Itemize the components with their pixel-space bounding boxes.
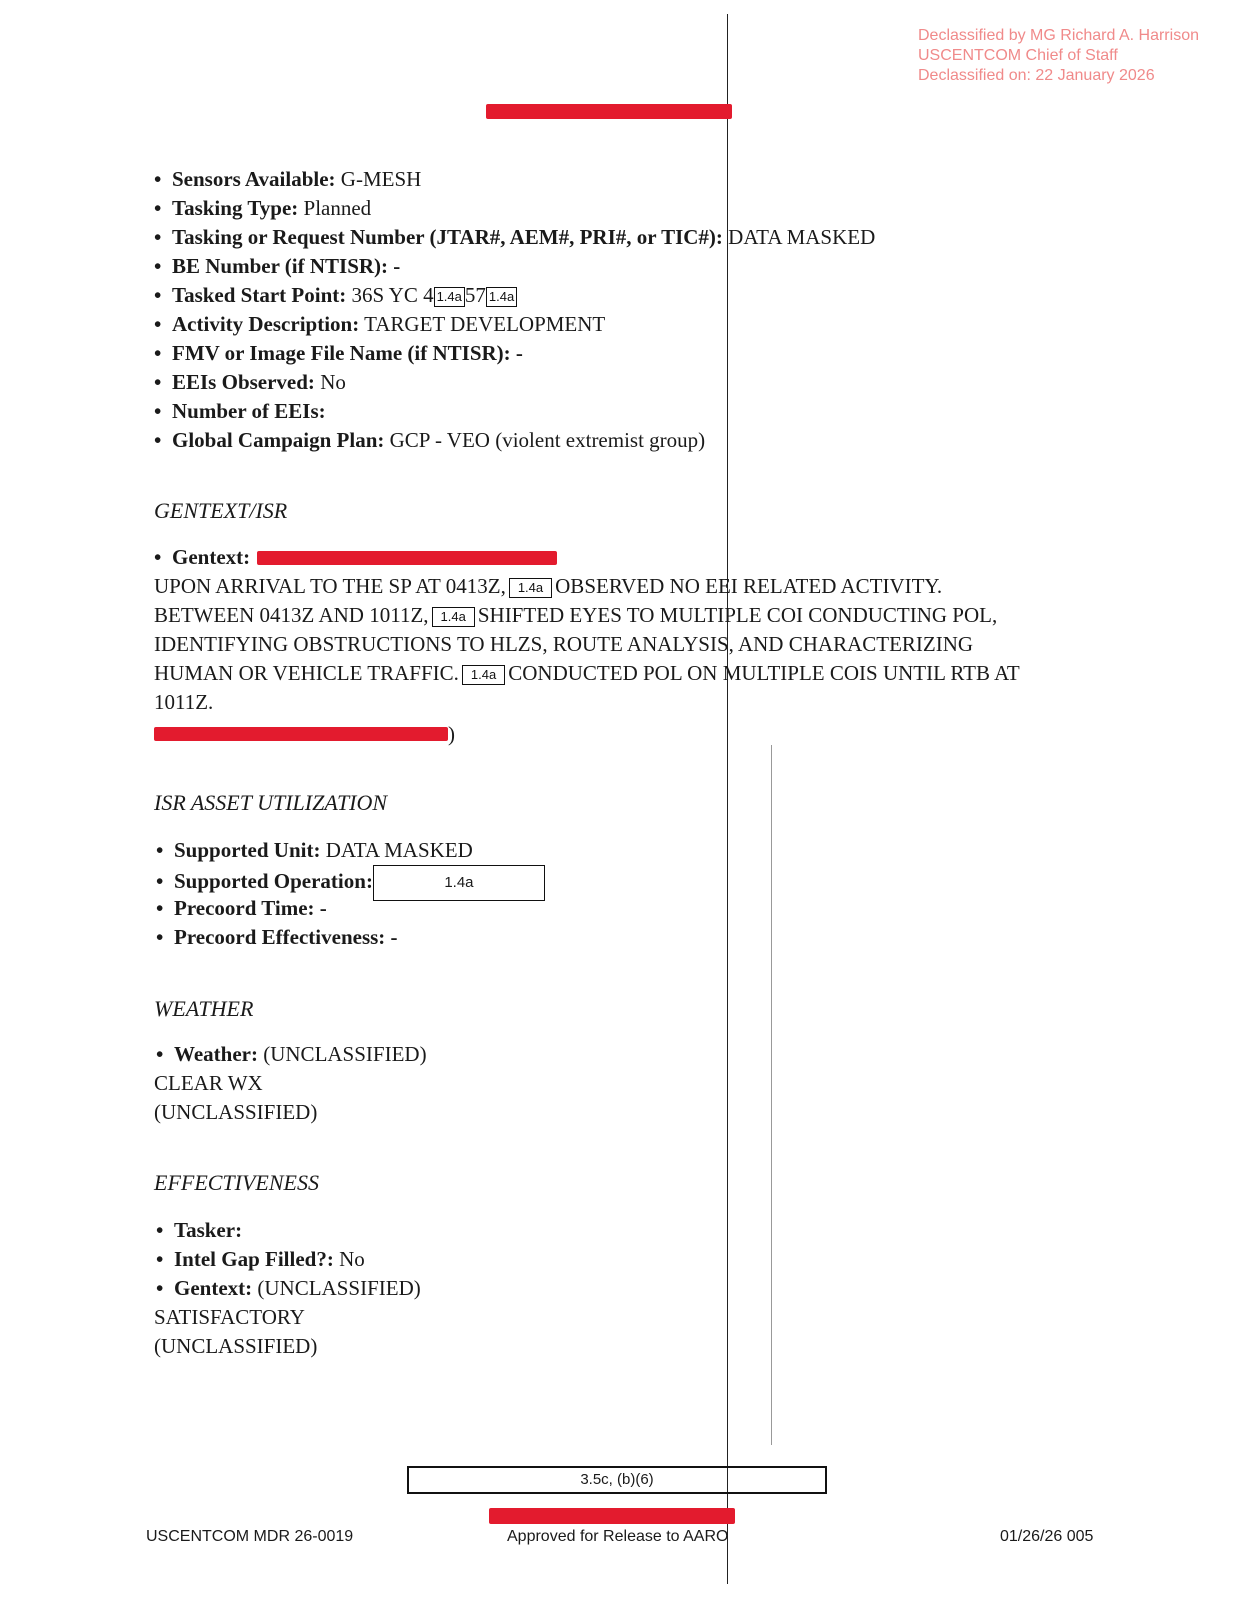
section-heading-effectiveness: EFFECTIVENESS — [154, 1170, 319, 1195]
list-item: • Tasking or Request Number (JTAR#, AEM#, PRI#, or TIC#): DATA MASKED — [154, 223, 875, 252]
stamp-line-2: USCENTCOM Chief of Staff — [918, 47, 1118, 64]
redaction-box-bottom: 3.5c, (b)(6) — [407, 1466, 827, 1494]
effectiveness-list — [156, 1216, 421, 1303]
redaction-bar — [154, 727, 448, 741]
gentext-list — [154, 543, 250, 572]
list-item: • Precoord Effectiveness: - — [156, 923, 545, 952]
weather-body: CLEAR WX (UNCLASSIFIED) — [154, 1071, 318, 1124]
list-item: • Precoord Time: - — [156, 894, 545, 923]
footer-right: 01/26/26 005 — [1000, 1528, 1094, 1545]
list-item: • Number of EEIs: — [154, 397, 875, 426]
footer-left: USCENTCOM MDR 26-0019 — [146, 1528, 354, 1545]
list-item: • Global Campaign Plan: GCP - VEO (violent extremist group) — [154, 426, 875, 455]
list-item: • Tasked Start Point: 36S YC 4 1.4a 57 1.4a — [154, 281, 875, 310]
stamp-line-3: Declassified on: 22 January 2026 — [918, 67, 1155, 84]
stamp-line-1: Declassified by MG Richard A. Harrison — [918, 27, 1199, 44]
closing-paren: ) — [448, 722, 455, 746]
gentext-body: UPON ARRIVAL TO THE SP AT 0413Z, 1.4a OBSERVED NO EEI RELATED ACTIVITY. BETWEEN 0413Z AND 1011Z, 1.4a SHIFTED EYES TO MULTIPLE COI CONDUCTING POL, IDENTIFYING OBSTRUCTIONS TO HLZS, ROUTE ANALYSIS, AND CHARACTERIZING HUMAN OR VEHICLE TRAFFIC. 1.4a CONDUCTED POL ON MULTIPLE COIS UNTIL RTB AT 1011Z. — [154, 574, 1020, 714]
list-item: • Gentext: (UNCLASSIFIED) — [156, 1274, 421, 1303]
weather-list — [156, 1040, 427, 1069]
detail-list — [154, 165, 875, 455]
redaction-tag: 1.4a — [486, 287, 517, 307]
list-item: • Tasking Type: Planned — [154, 194, 875, 223]
section-heading-gentext-isr: GENTEXT/ISR — [154, 498, 288, 523]
list-item: • Supported Unit: DATA MASKED — [156, 836, 545, 865]
redaction-box: 1.4a — [373, 865, 545, 901]
list-item: • Weather: (UNCLASSIFIED) — [156, 1040, 427, 1069]
redaction-tag: 1.4a — [432, 607, 475, 627]
list-item: • Supported Operation: 1.4a — [156, 865, 545, 894]
list-item: • Sensors Available: G-MESH — [154, 165, 875, 194]
isr-asset-list — [156, 836, 545, 952]
scan-line-faint — [771, 745, 772, 1445]
list-item: • Intel Gap Filled?: No — [156, 1245, 421, 1274]
redaction-tag: 1.4a — [509, 578, 552, 598]
redaction-tag: 1.4a — [462, 665, 505, 685]
redaction-tag: 1.4a — [434, 287, 465, 307]
list-item: • Tasker: — [156, 1216, 421, 1245]
list-item: • FMV or Image File Name (if NTISR): - — [154, 339, 875, 368]
effectiveness-body: SATISFACTORY (UNCLASSIFIED) — [154, 1305, 318, 1358]
footer-center: Approved for Release to AARO — [507, 1528, 729, 1545]
section-heading-isr-asset: ISR ASSET UTILIZATION — [154, 790, 388, 815]
section-heading-weather: WEATHER — [154, 996, 254, 1021]
list-item: • EEIs Observed: No — [154, 368, 875, 397]
redaction-bar-top — [486, 104, 732, 119]
declassification-stamp — [918, 26, 1199, 86]
redaction-bar — [257, 551, 557, 565]
list-item: • BE Number (if NTISR): - — [154, 252, 875, 281]
list-item: • Gentext: — [154, 543, 250, 572]
redaction-bar-bottom — [489, 1508, 735, 1524]
list-item: • Activity Description: TARGET DEVELOPMENT — [154, 310, 875, 339]
